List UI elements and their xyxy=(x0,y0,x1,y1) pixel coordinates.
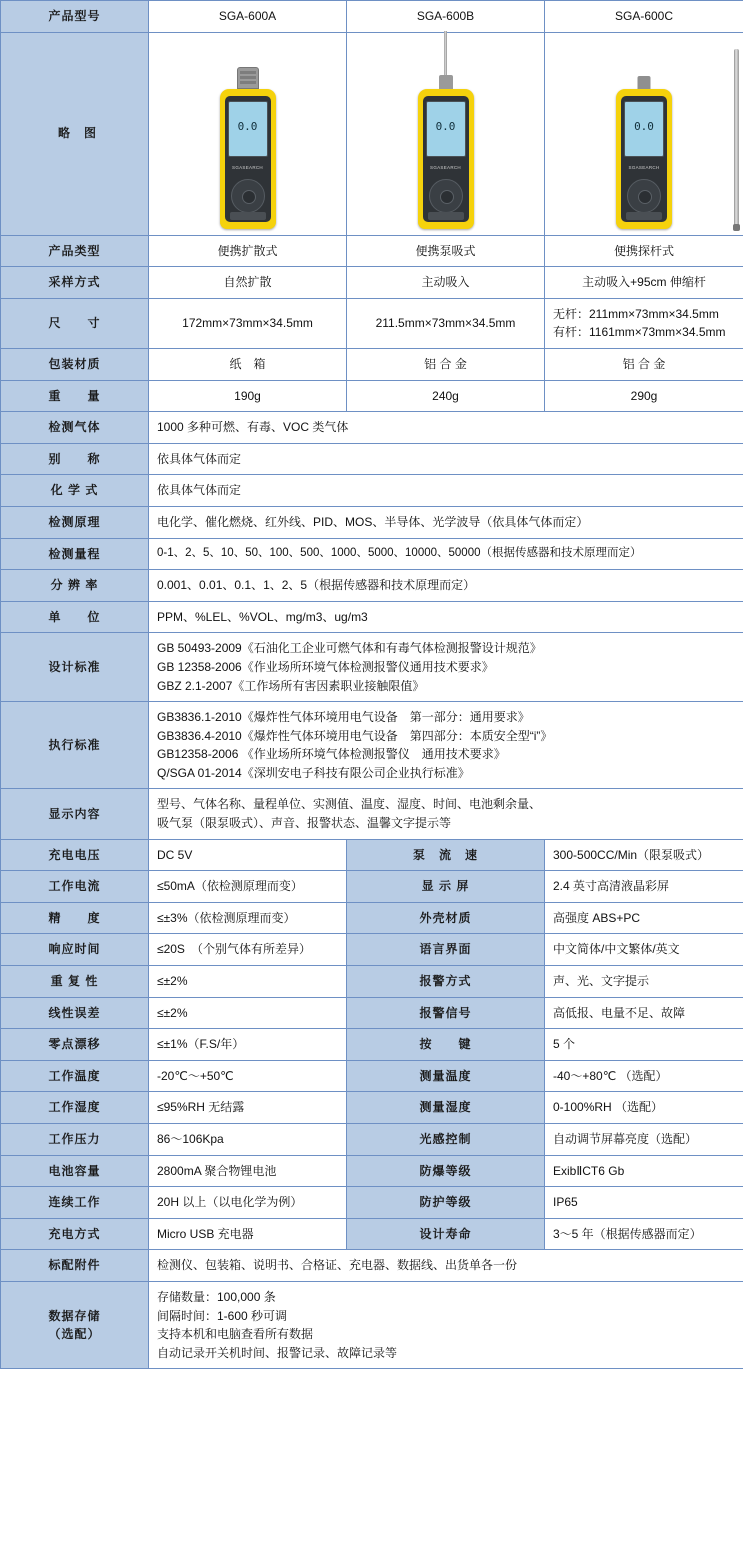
row-label-work-humidity: 工作湿度 xyxy=(1,1092,149,1124)
row-label-linear-error: 线性误差 xyxy=(1,997,149,1029)
table-row-work-humidity xyxy=(1,1092,743,1124)
device-illustration-c xyxy=(616,89,672,229)
resolution-value: 0.001、0.01、0.1、1、2、5（根据传感器和技术原理而定） xyxy=(149,570,743,602)
design-std-line-1: GB 50493-2009《石油化工企业可燃气体和有毒气体检测报警设计规范》 xyxy=(157,641,542,656)
row-label-package: 包装材质 xyxy=(1,348,149,380)
light-control-value: 自动调节屏幕亮度（选配） xyxy=(545,1124,743,1156)
row-label-display-screen: 显 示 屏 xyxy=(347,871,545,903)
row-label-sampling: 采样方式 xyxy=(1,267,149,299)
detect-gas-value: 1000 多种可燃、有毒、VOC 类气体 xyxy=(149,412,743,444)
row-label-charge-mode: 充电方式 xyxy=(1,1218,149,1250)
size-c-line1: 无杆：211mm×73mm×34.5mm xyxy=(553,306,719,321)
zero-drift-value: ≤±1%（F.S/年） xyxy=(149,1029,347,1061)
pump-nozzle-icon xyxy=(439,75,453,89)
row-label-detect-gas: 检测气体 xyxy=(1,412,149,444)
size-b: 211.5mm×73mm×34.5mm xyxy=(347,298,545,348)
device-keypad-icon xyxy=(429,179,463,213)
work-pressure-value: 86～106Kpa xyxy=(149,1124,347,1156)
alias-value: 依具体气体而定 xyxy=(149,443,743,475)
table-row-formula xyxy=(1,475,743,507)
storage-line-3: 支持本机和电脑查看所有数据 xyxy=(157,1327,314,1342)
row-label-ip-level: 防护等级 xyxy=(347,1187,545,1219)
device-image-b xyxy=(347,32,545,235)
measure-temp-value: -40～+80℃ （选配） xyxy=(545,1060,743,1092)
model-a: SGA-600A xyxy=(149,1,347,33)
table-row-work-temp xyxy=(1,1060,743,1092)
product-type-a: 便携扩散式 xyxy=(149,235,347,267)
ex-level-value: ExibⅡCT6 Gb xyxy=(545,1155,743,1187)
table-row-charge-mode xyxy=(1,1218,743,1250)
exec-std-value xyxy=(149,702,743,789)
row-label-weight: 重 量 xyxy=(1,380,149,412)
row-label-life: 设计寿命 xyxy=(347,1218,545,1250)
row-label-exec-std: 执行标准 xyxy=(1,702,149,789)
row-label-storage xyxy=(1,1281,149,1368)
design-std-line-2: GB 12358-2006《作业场所环境气体检测报警仪通用技术要求》 xyxy=(157,659,494,674)
row-label-shell-material: 外壳材质 xyxy=(347,902,545,934)
device-screen-b xyxy=(426,101,466,157)
design-std-value xyxy=(149,633,743,702)
device-keypad-icon xyxy=(231,179,265,213)
device-brand-b: SGASEARCH xyxy=(430,164,461,170)
alarm-signal-value: 高低报、电量不足、故障 xyxy=(545,997,743,1029)
row-label-resolution: 分 辨 率 xyxy=(1,570,149,602)
table-row-sampling xyxy=(1,267,743,299)
table-row-model xyxy=(1,1,743,33)
product-type-b: 便携泵吸式 xyxy=(347,235,545,267)
row-label-model: 产品型号 xyxy=(1,1,149,33)
display-content-line-1: 型号、气体名称、量程单位、实测值、温度、湿度、时间、电池剩余量、 xyxy=(157,797,542,812)
table-row-linear-error xyxy=(1,997,743,1029)
linear-error-value: ≤±2% xyxy=(149,997,347,1029)
exec-std-line-1: GB3836.1-2010《爆炸性气体环境用电气设备 第一部分：通用要求》 xyxy=(157,710,530,725)
row-label-unit: 单 位 xyxy=(1,601,149,633)
table-row-display-content xyxy=(1,789,743,839)
row-label-alias: 别 称 xyxy=(1,443,149,475)
row-label-measure-temp: 测量温度 xyxy=(347,1060,545,1092)
formula-value: 依具体气体而定 xyxy=(149,475,743,507)
row-label-formula: 化 学 式 xyxy=(1,475,149,507)
exec-std-line-3: GB12358-2006 《作业场所环境气体检测报警仪 通用技术要求》 xyxy=(157,747,506,762)
product-type-c: 便携探杆式 xyxy=(545,235,743,267)
device-illustration-b xyxy=(418,89,474,229)
package-b: 铝 合 金 xyxy=(347,348,545,380)
work-current-value: ≤50mA（依检测原理而变） xyxy=(149,871,347,903)
row-label-language: 语言界面 xyxy=(347,934,545,966)
device-image-a xyxy=(149,32,347,235)
table-row-work-current xyxy=(1,871,743,903)
storage-line-2: 间隔时间：1-600 秒可调 xyxy=(157,1308,288,1323)
device-keypad-icon xyxy=(627,179,661,213)
weight-b: 240g xyxy=(347,380,545,412)
device-reading-c: 0.0 xyxy=(634,119,654,133)
table-row-battery xyxy=(1,1155,743,1187)
exec-std-line-4: Q/SGA 01-2014《深圳安电子科技有限公司企业执行标准》 xyxy=(157,765,470,780)
sampling-b: 主动吸入 xyxy=(347,267,545,299)
exec-std-line-2: GB3836.4-2010《爆炸性气体环境用电气设备 第四部分：本质安全型“i”》 xyxy=(157,728,553,743)
row-label-keys: 按 键 xyxy=(347,1029,545,1061)
table-row-size xyxy=(1,298,743,348)
device-brand-c: SGASEARCH xyxy=(628,164,660,170)
row-label-principle: 检测原理 xyxy=(1,506,149,538)
device-reading-b: 0.0 xyxy=(435,119,456,133)
principle-value: 电化学、催化燃烧、红外线、PID、MOS、半导体、光学波导（依具体气体而定） xyxy=(149,506,743,538)
device-screen-c xyxy=(624,101,664,157)
size-c-line2: 有杆：1161mm×73mm×34.5mm xyxy=(553,325,726,340)
table-row-zero-drift xyxy=(1,1029,743,1061)
row-label-accessories: 标配附件 xyxy=(1,1250,149,1282)
row-label-pump-flow: 泵 流 速 xyxy=(347,839,545,871)
size-a: 172mm×73mm×34.5mm xyxy=(149,298,347,348)
row-label-zero-drift: 零点漂移 xyxy=(1,1029,149,1061)
table-row-charge-voltage xyxy=(1,839,743,871)
device-illustration-a xyxy=(220,89,276,229)
continuous-value: 20H 以上（以电化学为例） xyxy=(149,1187,347,1219)
table-row-design-std xyxy=(1,633,743,702)
measure-humidity-value: 0-100%RH （选配） xyxy=(545,1092,743,1124)
row-label-continuous: 连续工作 xyxy=(1,1187,149,1219)
table-row-alias xyxy=(1,443,743,475)
telescopic-probe-rod-icon xyxy=(734,49,739,227)
charge-mode-value: Micro USB 充电器 xyxy=(149,1218,347,1250)
language-value: 中文简体/中文繁体/英文 xyxy=(545,934,743,966)
table-row-accessories xyxy=(1,1250,743,1282)
table-row-images xyxy=(1,32,743,235)
row-label-alarm-mode: 报警方式 xyxy=(347,966,545,998)
row-label-product-type: 产品类型 xyxy=(1,235,149,267)
work-temp-value: -20℃～+50℃ xyxy=(149,1060,347,1092)
shell-material-value: 高强度 ABS+PC xyxy=(545,902,743,934)
row-label-display-content: 显示内容 xyxy=(1,789,149,839)
table-row-detect-gas xyxy=(1,412,743,444)
probe-connector-icon xyxy=(638,76,651,89)
work-humidity-value: ≤95%RH 无结露 xyxy=(149,1092,347,1124)
table-row-continuous xyxy=(1,1187,743,1219)
row-label-storage-line1: 数据存储 xyxy=(48,1308,101,1323)
table-row-storage xyxy=(1,1281,743,1368)
repeatability-value: ≤±2% xyxy=(149,966,347,998)
device-brand-a: SGASEARCH xyxy=(232,164,263,170)
keys-value: 5 个 xyxy=(545,1029,743,1061)
row-label-work-temp: 工作温度 xyxy=(1,1060,149,1092)
row-label-light-control: 光感控制 xyxy=(347,1124,545,1156)
model-c: SGA-600C xyxy=(545,1,743,33)
row-label-work-current: 工作电流 xyxy=(1,871,149,903)
row-label-response-time: 响应时间 xyxy=(1,934,149,966)
life-value: 3～5 年（根据传感器而定） xyxy=(545,1218,743,1250)
row-label-size: 尺 寸 xyxy=(1,298,149,348)
storage-line-4: 自动记录开关机时间、报警记录、故障记录等 xyxy=(157,1345,398,1360)
row-label-charge-voltage: 充电电压 xyxy=(1,839,149,871)
display-content-line-2: 吸气泵（限泵吸式）、声音、报警状态、温馨文字提示等 xyxy=(157,816,452,831)
accessories-value: 检测仪、包装箱、说明书、合格证、充电器、数据线、出货单各一份 xyxy=(149,1250,743,1282)
table-row-package xyxy=(1,348,743,380)
accuracy-value: ≤±3%（依检测原理而变） xyxy=(149,902,347,934)
table-row-work-pressure xyxy=(1,1124,743,1156)
row-label-alarm-signal: 报警信号 xyxy=(347,997,545,1029)
storage-line-1: 存储数量：100,000 条 xyxy=(157,1289,276,1304)
row-label-work-pressure: 工作压力 xyxy=(1,1124,149,1156)
weight-c: 290g xyxy=(545,380,743,412)
row-label-battery: 电池容量 xyxy=(1,1155,149,1187)
row-label-range: 检测量程 xyxy=(1,538,149,570)
size-c xyxy=(545,298,743,348)
weight-a: 190g xyxy=(149,380,347,412)
table-row-product-type xyxy=(1,235,743,267)
sampling-a: 自然扩散 xyxy=(149,267,347,299)
table-row-repeatability xyxy=(1,966,743,998)
charge-voltage-value: DC 5V xyxy=(149,839,347,871)
package-c: 铝 合 金 xyxy=(545,348,743,380)
row-label-repeatability: 重 复 性 xyxy=(1,966,149,998)
battery-value: 2800mA 聚合物锂电池 xyxy=(149,1155,347,1187)
row-label-ex-level: 防爆等级 xyxy=(347,1155,545,1187)
range-value: 0-1、2、5、10、50、100、500、1000、5000、10000、50000（根据传感器和技术原理而定） xyxy=(149,538,743,570)
table-row-weight xyxy=(1,380,743,412)
row-label-design-std: 设计标准 xyxy=(1,633,149,702)
ip-level-value: IP65 xyxy=(545,1187,743,1219)
display-screen-value: 2.4 英寸高清液晶彩屏 xyxy=(545,871,743,903)
row-label-measure-humidity: 测量湿度 xyxy=(347,1092,545,1124)
table-row-range xyxy=(1,538,743,570)
table-row-unit xyxy=(1,601,743,633)
table-row-principle xyxy=(1,506,743,538)
alarm-mode-value: 声、光、文字提示 xyxy=(545,966,743,998)
package-a: 纸 箱 xyxy=(149,348,347,380)
storage-value xyxy=(149,1281,743,1368)
device-image-c xyxy=(545,32,743,235)
design-std-line-3: GBZ 2.1-2007《工作场所有害因素职业接触限值》 xyxy=(157,678,425,693)
display-content-value xyxy=(149,789,743,839)
device-reading-a: 0.0 xyxy=(237,119,258,133)
table-row-accuracy xyxy=(1,902,743,934)
diffusion-cap-icon xyxy=(237,67,259,89)
sampling-c: 主动吸入+95cm 伸缩杆 xyxy=(545,267,743,299)
response-time-value: ≤20S （个别气体有所差异） xyxy=(149,934,347,966)
table-row-response-time xyxy=(1,934,743,966)
table-row-resolution xyxy=(1,570,743,602)
row-label-storage-line2: （选配） xyxy=(48,1327,101,1342)
row-label-accuracy: 精 度 xyxy=(1,902,149,934)
model-b: SGA-600B xyxy=(347,1,545,33)
device-screen-a xyxy=(228,101,268,157)
pump-flow-value: 300-500CC/Min（限泵吸式） xyxy=(545,839,743,871)
row-label-diagram: 略 图 xyxy=(1,32,149,235)
table-row-exec-std xyxy=(1,702,743,789)
unit-value: PPM、%LEL、%VOL、mg/m3、ug/m3 xyxy=(149,601,743,633)
